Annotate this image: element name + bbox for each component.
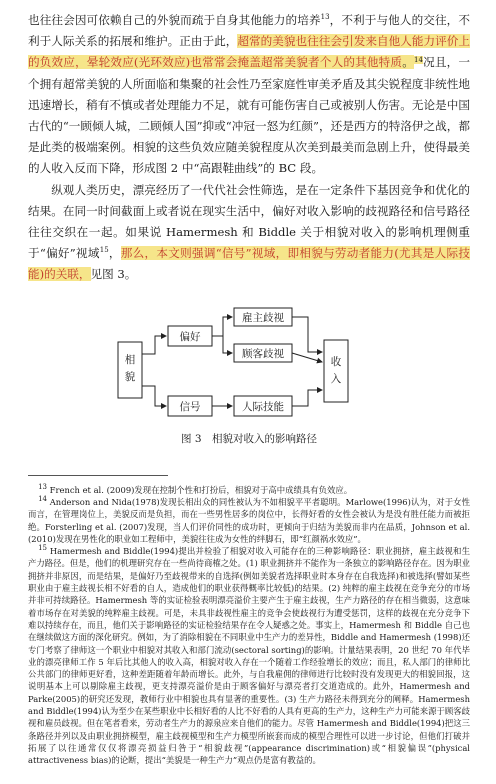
- footnote-ref-13[interactable]: 13: [320, 13, 330, 22]
- node-customer-discrimination: 顾客歧视: [242, 347, 284, 360]
- p2-text-b: ，: [108, 246, 121, 261]
- p1-text-b: ，不利于与他人的交往，不利于人际关系的拓展和维护。正由于此，: [28, 13, 470, 49]
- footnote-number: 13: [38, 482, 47, 491]
- p1-text-d: 况且，一个拥有超常美貌的人所面临和集聚的社会性乃至家庭性审美矛盾及其尖锐程度非统性地迅速增长，稍有不慎或者处理能力不足，就有可能伤害自己或被别人伤害。无论是中国古代的“一顾倾人城，二顾倾人国”抑或“冲冠一怒为红颜”，还是西方的特洛伊之战，都是此类的极端案例。相貌的这些负效应随美貌程度从次美到最美而急剧上升，使得最美的人收入反而下降，形成图 2 中“高跟鞋曲线”的 BC 段。: [28, 55, 470, 176]
- footnote-text: French et al. (2009)发现在控制个性和打扮后，相貌对于高中成绩具有负效应。: [49, 484, 353, 495]
- node-signal: 信号: [179, 400, 201, 413]
- paragraph-2: [28, 180, 470, 286]
- footnote-14: [28, 496, 470, 545]
- node-appearance: 相 貌: [124, 353, 136, 383]
- page: [28, 10, 470, 766]
- footnote-13: [28, 484, 470, 496]
- footnote-ref-14[interactable]: 14: [413, 55, 423, 64]
- p1-text-a: 也往往会因可依赖自己的外貌而疏于自身其他能力的培养: [28, 13, 321, 27]
- p2-text-a: 纵观人类历史，漂亮经历了一代代社会性筛选，是在一定条件下基因竞争和优化的结果。在同一时间截面上或者说在现实生活中，偏好对收入影响的歧视路径和信号路径往往交织在一起。如果说 Hamermesh 和 Biddle 关于相貌对收入的影响机理侧重于“偏好”视域: [28, 182, 470, 261]
- footnotes: [28, 484, 470, 767]
- node-interpersonal-skills: 人际技能: [242, 400, 284, 413]
- node-employer-discrimination: 雇主歧视: [242, 311, 284, 324]
- footnote-text: Hamermesh and Biddle(1994)提出并检验了相貌对收入可能存在的三种影响路径：职业拥挤，雇主歧视和生产力路径。但是，他们的机理研究存在一些尚待商榷之处。(1) 职业拥挤并不能作为一条独立的影响路径存在。因为职业拥挤并非原因，而是结果，是偏好乃至歧视带来的自选择(例如美貌者选择职业时本身存在自我选择)和被选择(譬如某些职业由于雇主歧视长相不好看的自人，造成他们的职业获得概率比较低)的结果。(2) 纯粹的雇主歧视在竞争充分的市场并非可持续路径。Hamermesh 等的实证检验表明漂亮溢价主要产生于雇主歧视，生产力路径的存在相当微弱，这意味着市场存在对美貌的纯粹雇主歧视。可是，未具非歧视性雇主的竞争会使歧视行为遭受惩罚，这样的歧视在充分竞争下难以持续存在，而且，他们关于影响路径的实证检验结果存在令人疑惑之处。事实上，Hamermesh 和 Biddle 自己也在继续做这方面的深化研究。例如，为了消除相貌在不同职业中生产力的差异性，Biddle and Hamermesh (1998)还专门考察了律师这一个职业中相貌对其收入和部门流动(sectoral sorting)的影响。计量结果表明，20 世纪 70 年代毕业的漂亮律师工作 5 年后比其他人的收入高，相貌对收入存在一个随着工作经验增长的效应；而且，私人部门的律师比公共部门的律师更好看，这种差距随着年龄而增长。此外，与自我雇佣的律师进行比较时没有发现更大的相貌回报，这说明基本上可以剔除雇主歧视，更支持漂亮溢价是由于顾客偏好与漂亮者打交道造成的。此外，Hamermesh and Parke(2005)的研究还发现，教师行业中相貌也具有显著的重要性。(3) 生产力路径未得到充分的阐释。Hamermesh and Biddle(1994)认为至少在某些职业中长相好看的人比不好看的人具有更高的生产力，这种生产力可能来源于顾客歧视和雇员歧视。但在笔者看来，劳动者生产力的源泉应来自他们的能力。尽管 Hamermesh and Biddle(1994)把这三条路径并列以及由职业拥挤模型，雇主歧视模型和生产力模型所嵌套而成的模型合理性可以进一步讨论，但他们打破并拓展了以往通常仅仅将漂亮损益归咎于“相貌歧视”(appearance discrimination)或“相貌偏误”(physical attractiveness bias)的论断，提出“美貌是一种生产力”观点仍是富有教益的。: [28, 546, 470, 766]
- footnote-text: Anderson and Nida(1978)发现长相出众的同性被认为不如相貌平平者聪明。Marlowe(1996)认为，对于女性而言，在管理岗位上，美貌反而是负担，而在一些男性居多的岗位中，长得好看的女性会被认为是没有胜任能力而被拒绝。Forsterling et al. (2007)发现，当人们评价同性的成功时，更倾向于归结为美貌而非内在品质，Johnson et al. (2010)发现在男性化的职业如工程师中，美貌往往成为女性的绊脚石，即“红颜祸水效应”。: [28, 496, 471, 544]
- footnote-15: [28, 545, 470, 766]
- paragraph-1: [28, 10, 470, 180]
- footnote-ref-15[interactable]: 15: [99, 246, 109, 255]
- p2-text-c: 见图 3。: [90, 267, 137, 282]
- node-income: 收 入: [330, 355, 342, 385]
- p2-highlight: 那么，本文则强调“信号”视域，即相貌与劳动者能力(尤其是人际技能)的关联，: [28, 246, 470, 282]
- footnote-number: 15: [38, 544, 47, 553]
- figure-caption: 图 3 相貌对收入的影响路径: [180, 432, 318, 445]
- p1-text-c: 。: [402, 55, 414, 70]
- footnote-number: 14: [38, 495, 47, 504]
- node-preference: 偏好: [179, 330, 201, 343]
- p1-highlight: 超常的美貌也往往会引发来自他人能力评价上的负效应，晕轮效应(光环效应)也常常会掩盖超常美貌者个人的其他特质: [28, 34, 470, 70]
- figure-3-diagram: [28, 292, 470, 427]
- footnote-divider: [28, 475, 168, 476]
